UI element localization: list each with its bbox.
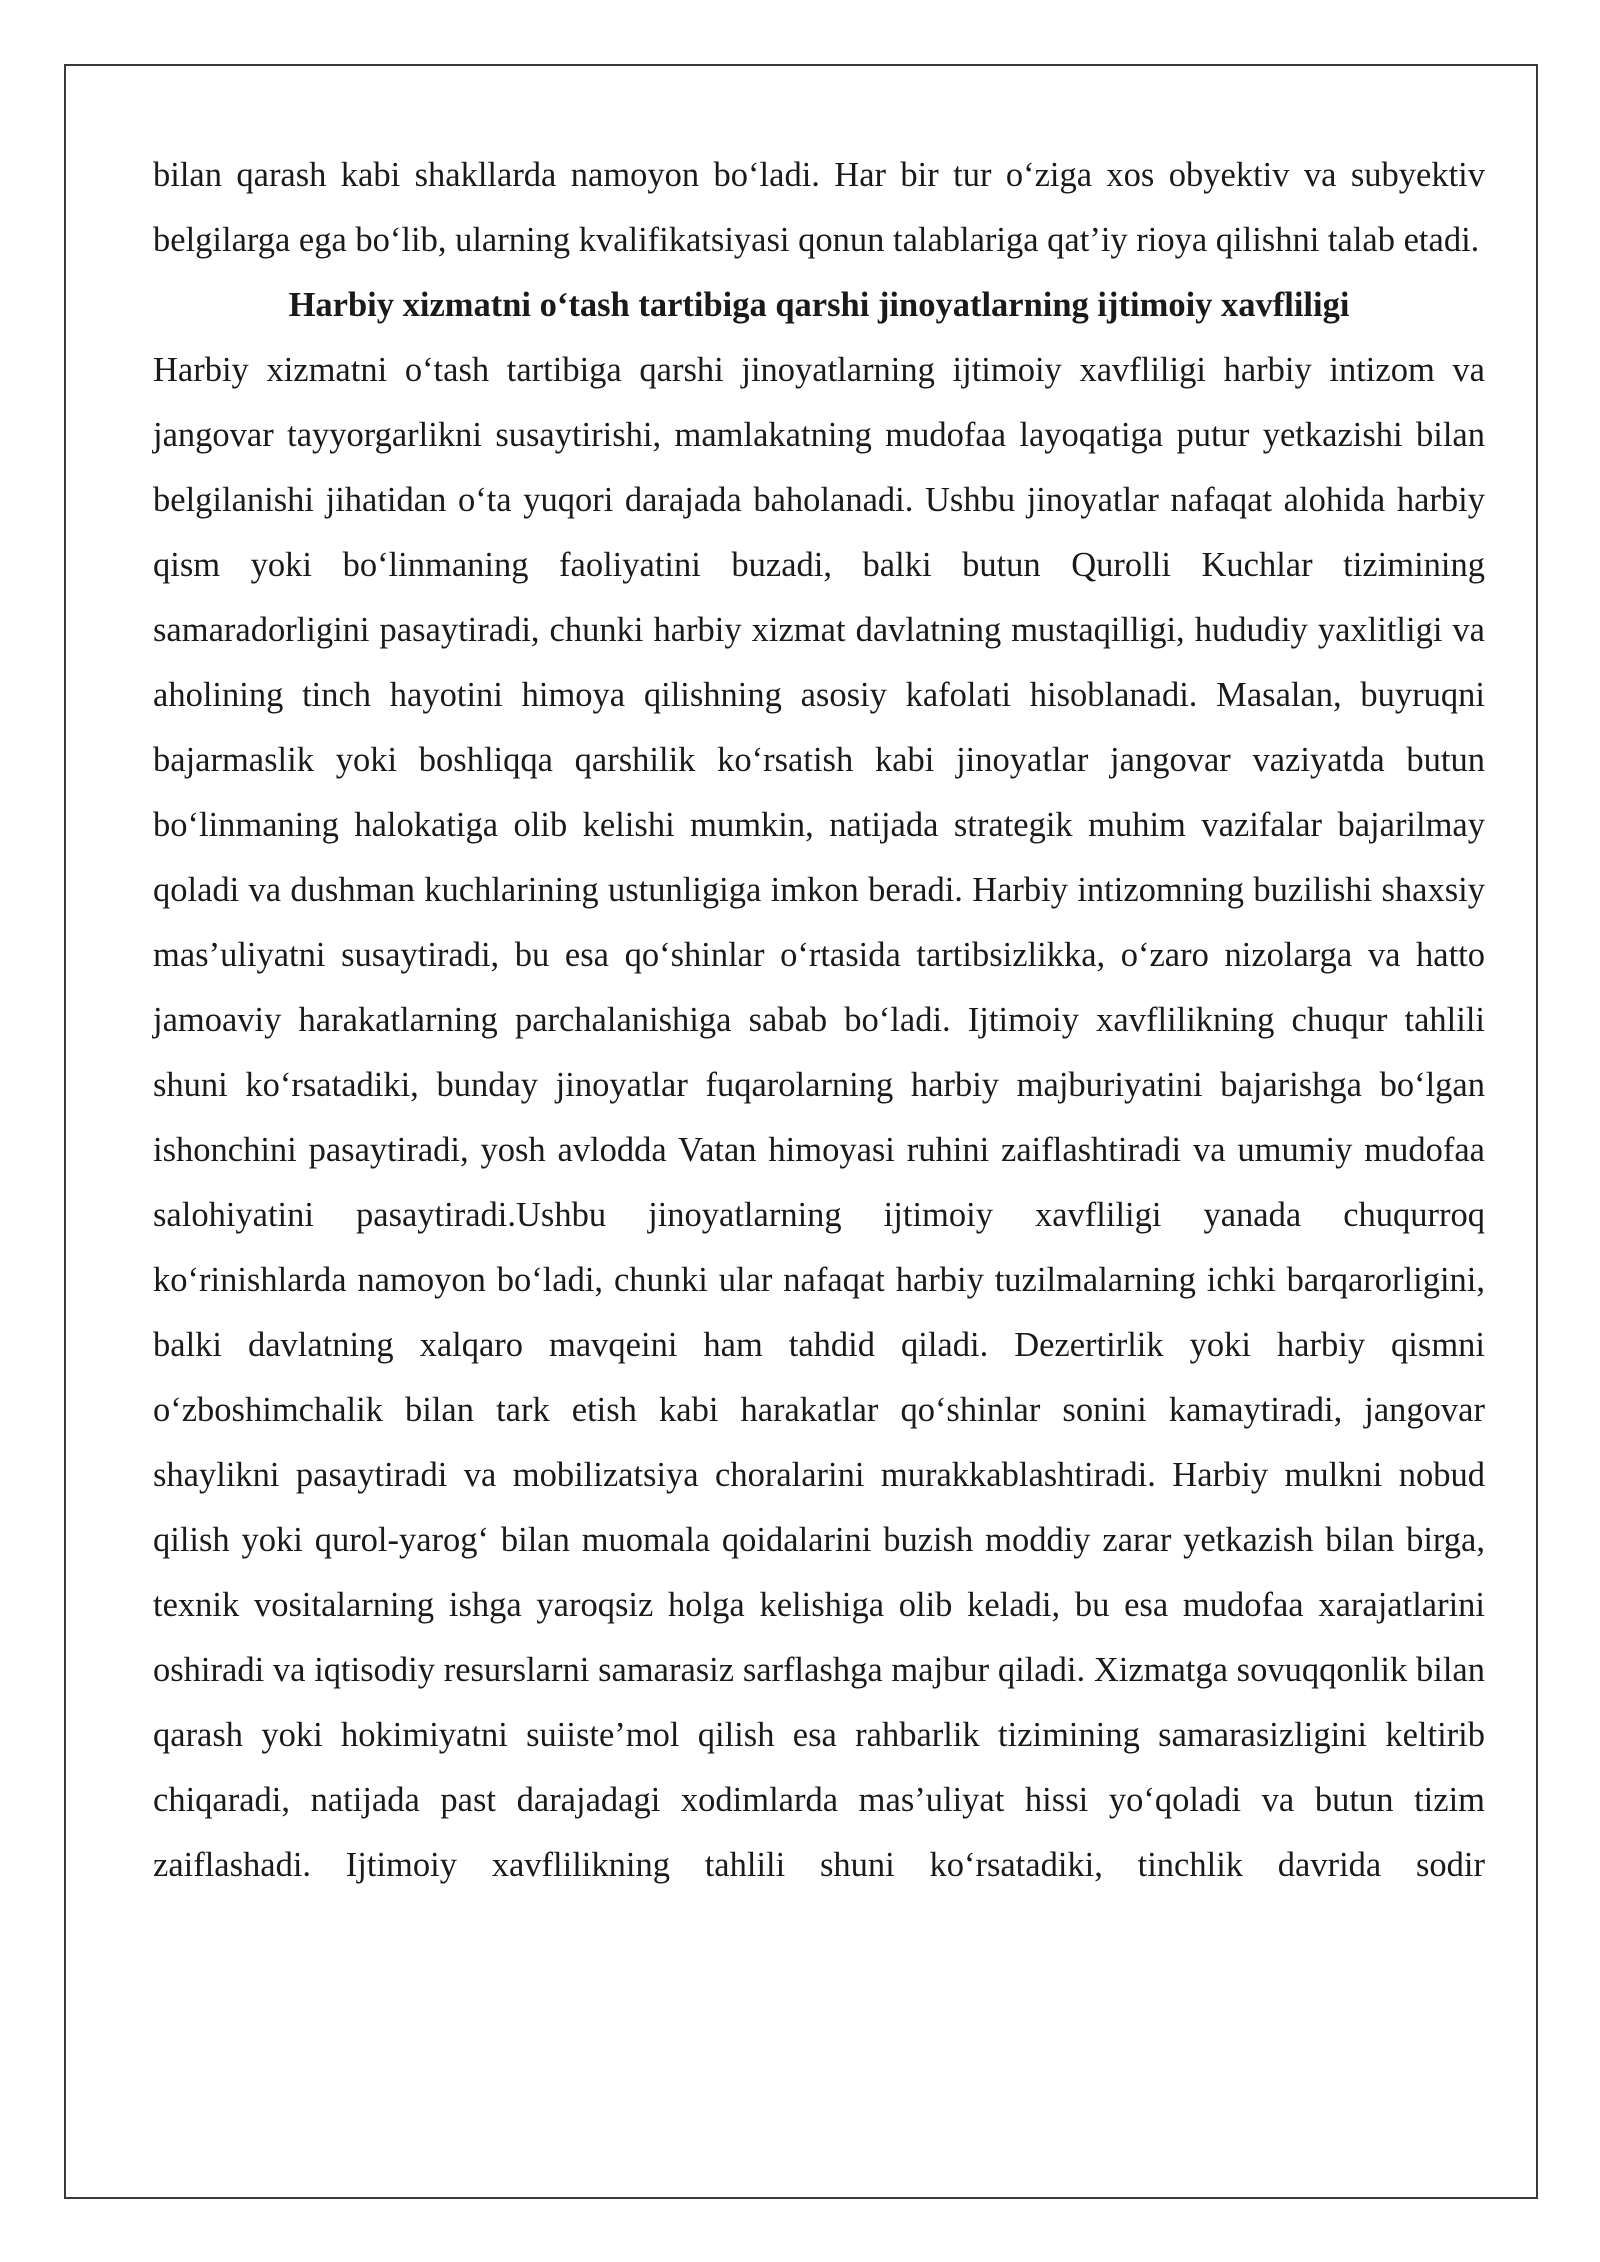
section-heading: Harbiy xizmatni o‘tash tartibiga qarshi jinoyatlarning ijtimoiy xavfliligi [288,286,1350,324]
intro-paragraph: bilan qarash kabi shakllarda namoyon bo‘ladi. Har bir tur o‘ziga xos obyektiv va subyektiv belgilarga ega bo‘lib, ularning kvalifikatsiyasi qonun talablariga qat’iy rioya qilishni talab etadi. [153,156,1485,259]
body-paragraph: Harbiy xizmatni o‘tash tartibiga qarshi jinoyatlarning ijtimoiy xavfliligi harbiy intizom va jangovar tayyorgarlikni susaytirishi, mamlakatning mudofaa layoqatiga putur yetkazishi bilan belgilanishi jihatidan o‘ta yuqori darajada baholanadi. Ushbu jinoyatlar nafaqat alohida harbiy qism yoki bo‘linmaning faoliyatini buzadi, balki butun Qurolli Kuchlar tizimining samaradorligini pasaytiradi, chunki harbiy xizmat davlatning mustaqilligi, hududiy yaxlitligi va aholining tinch hayotini himoya qilishning asosiy kafolati hisoblanadi. Masalan, buyruqni bajarmaslik yoki boshliqqa qarshilik ko‘rsatish kabi jinoyatlar jangovar vaziyatda butun bo‘linmaning halokatiga olib kelishi mumkin, natijada strategik muhim vazifalar bajarilmay qoladi va dushman kuchlarining ustunligiga imkon beradi. Harbiy intizomning buzilishi shaxsiy mas’uliyatni susaytiradi, bu esa qo‘shinlar o‘rtasida tartibsizlikka, o‘zaro nizolarga va hatto jamoaviy harakatlarning parchalanishiga sabab bo‘ladi. Ijtimoiy xavflilikning chuqur tahlili shuni ko‘rsatadiki, bunday jinoyatlar fuqarolarning harbiy majburiyatini bajarishga bo‘lgan ishonchini pasaytiradi, yosh avlodda Vatan himoyasi ruhini zaiflashtiradi va umumiy mudofaa salohiyatini pasaytiradi.Ushbu jinoyatlarning ijtimoiy xavfliligi yanada chuqurroq ko‘rinishlarda namoyon bo‘ladi, chunki ular nafaqat harbiy tuzilmalarning ichki barqarorligini, balki davlatning xalqaro mavqeini ham tahdid qiladi. Dezertirlik yoki harbiy qismni o‘zboshimchalik bilan tark etish kabi harakatlar qo‘shinlar sonini kamaytiradi, jangovar shaylikni pasaytiradi va mobilizatsiya choralarini murakkablashtiradi. Harbiy mulkni nobud qilish yoki qurol-yarog‘ bilan muomala qoidalarini buzish moddiy zarar yetkazish bilan birga, texnik vositalarning ishga yaroqsiz holga kelishiga olib keladi, bu esa mudofaa xarajatlarini oshiradi va iqtisodiy resurslarni samarasiz sarflashga majbur qiladi. Xizmatga sovuqqonlik bilan qarash yoki hokimiyatni suiiste’mol qilish esa rahbarlik tizimining samarasizligini keltirib chiqaradi, natijada past darajadagi xodimlarda mas’uliyat hissi yo‘qoladi va butun tizim zaiflashadi. Ijtimoiy xavflilikning tahlili shuni ko‘rsatadiki, tinchlik davrida sodir [153,351,1485,1884]
document-body [153,143,1485,1898]
